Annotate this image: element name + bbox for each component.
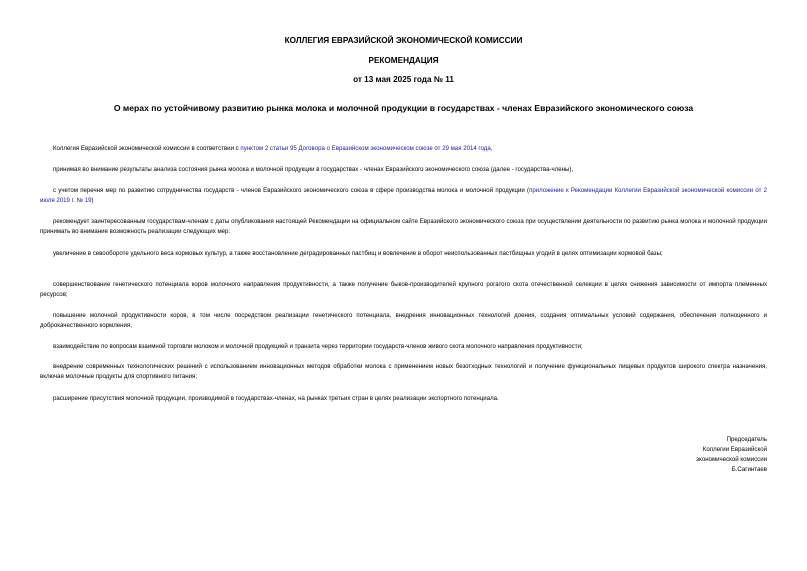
paragraph-recommends: рекомендует заинтересованным государствам-членам с даты опубликования настоящей Рекомендации на официальном сайте Евразийского экономического союза при осуществлении деятельности по развитию рынка молока и молочной продукции принимать во внимание возможность реализации следующих мер: [40,218,767,235]
treaty-link[interactable]: пунктом 2 статьи 95 Договора о Евразийском экономическом союзе от 29 мая 2014 года [240,145,491,152]
paragraph-text: ) [91,197,94,204]
signature-body-line1: Коллегии Евразийской [702,446,767,453]
paragraph-taking-into-account [40,186,767,206]
organization-heading: КОЛЛЕГИЯ ЕВРАЗИЙСКОЙ ЭКОНОМИЧЕСКОЙ КОМИССИИ [284,36,523,45]
paragraph-considering: принимая во внимание результаты анализа состояния рынка молока и молочной продукции в государствах - членах Евразийского экономического союза (далее - государства-члены), [53,166,574,173]
document-type-heading: РЕКОМЕНДАЦИЯ [368,56,439,65]
signature-title: Председатель [726,436,767,443]
signature-body-line2: экономической комиссии [695,456,767,463]
document-title: О мерах по устойчивому развитию рынка молока и молочной продукции в государствах - членах Евразийского экономического союза [113,103,694,113]
signatory-name: Б.Сагинтаев [731,466,767,473]
paragraph-preamble [40,144,767,154]
paragraph-text: , [490,145,493,152]
paragraph-measure-genetics: совершенствование генетического потенциала коров молочного направления продуктивности, а также получение быков-производителей крупного рогатого скота отечественной селекции в целях снижения зависимости от импорта племенных ресурсов; [40,281,767,298]
recommendation-annex-link[interactable]: приложение к Рекомендации Коллегии Евразийской экономической комиссии от 2 июля 2019 г. № 19 [40,187,767,204]
paragraph-measure-productivity: повышение молочной продуктивности коров, в том числе посредством реализации генетического потенциала, внедрения инновационных технологий доения, создания оптимальных условий содержания, обеспечения полноценного и доброкачественного кормления; [40,312,767,329]
paragraph-measure-technology: внедрение современных технологических решений с использованием инновационных методов обработки молока с применением новых безотходных технологий и получение функциональных пищевых продуктов широкого спектра назначения, включая молочные продукты для спортивного питания; [40,363,767,380]
paragraph-measure-export: расширение присутствия молочной продукции, производимой в государствах-членах, на рынках третьих стран в целях реализации экспортного потенциала. [53,395,499,402]
paragraph-measure-trade: взаимодействие по вопросам взаимной торговли молоком и молочной продукцией и транзита через территории государств-членов живого скота молочного направления продуктивности; [53,343,583,350]
date-number-heading: от 13 мая 2025 года № 11 [353,75,454,84]
paragraph-text: с учетом перечня мер по развитию сотрудничества государств - членов Евразийского экономического союза в сфере производства молока и молочной продукции ( [53,187,530,194]
paragraph-text: Коллегия Евразийской экономической комиссии в соответствии с [53,145,241,152]
paragraph-measure-fodder: увеличение в севообороте удельного веса кормовых культур, а также восстановление деградированных пастбищ и вовлечение в оборот неиспользованных пастбищных угодий в целях оптимизации кормовой базы; [53,250,663,257]
